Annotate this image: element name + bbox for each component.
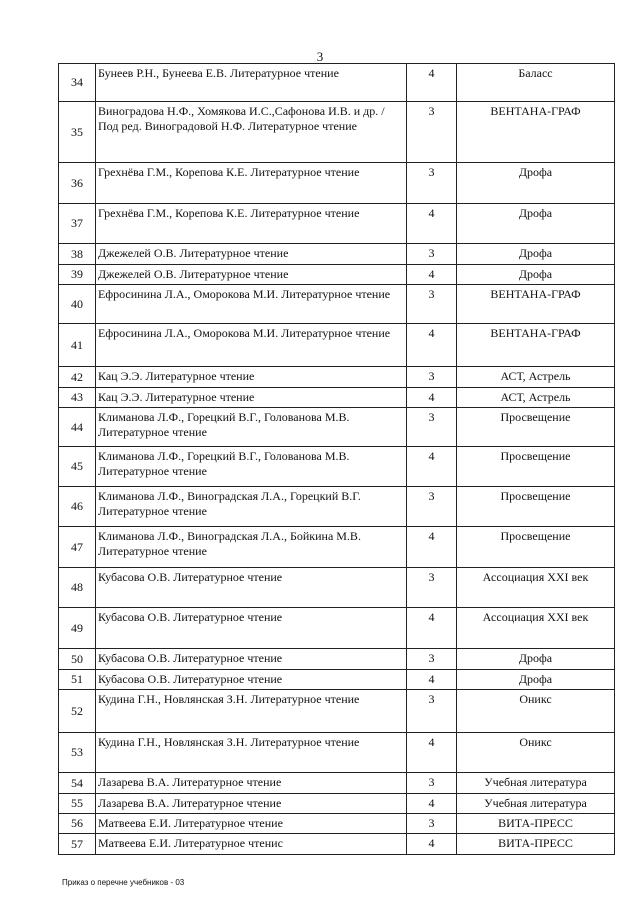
document-footer: Приказ о перечне учебников - 03 bbox=[62, 878, 185, 887]
page-number: 3 bbox=[316, 49, 324, 64]
textbook-title: Кудина Г.Н., Новлянская З.Н. Литературное чтение bbox=[96, 690, 407, 733]
textbook-title: Кац Э.Э. Литературное чтение bbox=[96, 388, 407, 408]
textbook-title: Матвеева Е.И. Литературное чтение bbox=[96, 814, 407, 834]
grade-cell: 3 bbox=[407, 568, 457, 608]
textbook-title: Кубасова О.В. Литературное чтение bbox=[96, 608, 407, 649]
table-row bbox=[59, 794, 615, 814]
grade-cell: 4 bbox=[407, 324, 457, 367]
row-number: 51 bbox=[59, 670, 96, 690]
table-row bbox=[59, 814, 615, 834]
publisher-cell: Баласс bbox=[457, 64, 615, 102]
textbook-title: Джежелей О.В. Литературное чтение bbox=[96, 244, 407, 265]
row-number: 47 bbox=[59, 527, 96, 568]
row-number: 44 bbox=[59, 408, 96, 447]
grade-cell: 4 bbox=[407, 608, 457, 649]
table-row bbox=[59, 527, 615, 568]
textbook-title: Климанова Л.Ф., Виноградская Л.А., Горецкий В.Г. Литературное чтение bbox=[96, 487, 407, 527]
table-row bbox=[59, 670, 615, 690]
row-number: 35 bbox=[59, 102, 96, 163]
row-number: 41 bbox=[59, 324, 96, 367]
grade-cell: 3 bbox=[407, 408, 457, 447]
textbook-title: Кубасова О.В. Литературное чтение bbox=[96, 568, 407, 608]
table-row bbox=[59, 608, 615, 649]
grade-cell: 3 bbox=[407, 649, 457, 670]
textbook-title: Ефросинина Л.А., Оморокова М.И. Литературное чтение bbox=[96, 324, 407, 367]
table-row bbox=[59, 733, 615, 773]
publisher-cell: ВЕНТАНА-ГРАФ bbox=[457, 102, 615, 163]
row-number: 56 bbox=[59, 814, 96, 834]
row-number: 46 bbox=[59, 487, 96, 527]
row-number: 54 bbox=[59, 773, 96, 794]
table-row bbox=[59, 408, 615, 447]
textbook-title: Лазарева В.А. Литературное чтение bbox=[96, 794, 407, 814]
textbook-title: Бунеев Р.Н., Бунеева Е.В. Литературное чтение bbox=[96, 64, 407, 102]
row-number: 39 bbox=[59, 265, 96, 285]
grade-cell: 4 bbox=[407, 834, 457, 855]
grade-cell: 4 bbox=[407, 64, 457, 102]
table-row bbox=[59, 324, 615, 367]
table-row bbox=[59, 649, 615, 670]
table-row bbox=[59, 447, 615, 487]
table-row bbox=[59, 568, 615, 608]
textbook-table bbox=[58, 63, 615, 855]
row-number: 52 bbox=[59, 690, 96, 733]
table-row bbox=[59, 204, 615, 244]
grade-cell: 3 bbox=[407, 244, 457, 265]
grade-cell: 3 bbox=[407, 102, 457, 163]
row-number: 40 bbox=[59, 285, 96, 324]
publisher-cell: Просвещение bbox=[457, 408, 615, 447]
textbook-title: Ефросинина Л.А., Оморокова М.И. Литературное чтение bbox=[96, 285, 407, 324]
row-number: 34 bbox=[59, 64, 96, 102]
textbook-title: Кубасова О.В. Литературное чтение bbox=[96, 670, 407, 690]
row-number: 55 bbox=[59, 794, 96, 814]
grade-cell: 3 bbox=[407, 163, 457, 204]
publisher-cell: Дрофа bbox=[457, 204, 615, 244]
textbook-title: Грехнёва Г.М., Корепова К.Е. Литературное чтение bbox=[96, 163, 407, 204]
grade-cell: 4 bbox=[407, 733, 457, 773]
textbook-title: Матвеева Е.И. Литературное чтенис bbox=[96, 834, 407, 855]
row-number: 43 bbox=[59, 388, 96, 408]
publisher-cell: Оникс bbox=[457, 690, 615, 733]
publisher-cell: Просвещение bbox=[457, 487, 615, 527]
table-row bbox=[59, 265, 615, 285]
publisher-cell: Просвещение bbox=[457, 527, 615, 568]
row-number: 45 bbox=[59, 447, 96, 487]
textbook-title: Климанова Л.Ф., Горецкий В.Г., Голованова М.В. Литературное чтение bbox=[96, 408, 407, 447]
grade-cell: 4 bbox=[407, 794, 457, 814]
textbook-title: Климанова Л.Ф., Виноградская Л.А., Бойкина М.В. Литературное чтение bbox=[96, 527, 407, 568]
publisher-cell: Дрофа bbox=[457, 163, 615, 204]
publisher-cell: Дрофа bbox=[457, 649, 615, 670]
table-row bbox=[59, 690, 615, 733]
grade-cell: 4 bbox=[407, 388, 457, 408]
publisher-cell: ВЕНТАНА-ГРАФ bbox=[457, 285, 615, 324]
publisher-cell: Учебная литература bbox=[457, 773, 615, 794]
table-row bbox=[59, 834, 615, 855]
grade-cell: 3 bbox=[407, 814, 457, 834]
textbook-title: Кац Э.Э. Литературное чтение bbox=[96, 367, 407, 388]
publisher-cell: АСТ, Астрель bbox=[457, 367, 615, 388]
grade-cell: 4 bbox=[407, 670, 457, 690]
grade-cell: 4 bbox=[407, 527, 457, 568]
textbook-title: Кубасова О.В. Литературное чтение bbox=[96, 649, 407, 670]
textbook-title: Кудина Г.Н., Новлянская З.Н. Литературное чтение bbox=[96, 733, 407, 773]
row-number: 42 bbox=[59, 367, 96, 388]
grade-cell: 3 bbox=[407, 285, 457, 324]
grade-cell: 4 bbox=[407, 265, 457, 285]
grade-cell: 3 bbox=[407, 487, 457, 527]
row-number: 50 bbox=[59, 649, 96, 670]
grade-cell: 3 bbox=[407, 773, 457, 794]
publisher-cell: Дрофа bbox=[457, 265, 615, 285]
grade-cell: 3 bbox=[407, 367, 457, 388]
table-row bbox=[59, 773, 615, 794]
row-number: 49 bbox=[59, 608, 96, 649]
publisher-cell: Дрофа bbox=[457, 670, 615, 690]
row-number: 53 bbox=[59, 733, 96, 773]
table-row bbox=[59, 163, 615, 204]
textbook-title: Джежелей О.В. Литературное чтение bbox=[96, 265, 407, 285]
row-number: 37 bbox=[59, 204, 96, 244]
publisher-cell: ВИТА-ПРЕСС bbox=[457, 834, 615, 855]
table-row bbox=[59, 102, 615, 163]
publisher-cell: Ассоциация XXI век bbox=[457, 608, 615, 649]
publisher-cell: Учебная литература bbox=[457, 794, 615, 814]
grade-cell: 4 bbox=[407, 204, 457, 244]
publisher-cell: ВЕНТАНА-ГРАФ bbox=[457, 324, 615, 367]
table-row bbox=[59, 388, 615, 408]
grade-cell: 3 bbox=[407, 690, 457, 733]
textbook-title: Лазарева В.А. Литературное чтение bbox=[96, 773, 407, 794]
row-number: 38 bbox=[59, 244, 96, 265]
publisher-cell: Оникс bbox=[457, 733, 615, 773]
textbook-title: Виноградова Н.Ф., Хомякова И.С.,Сафонова И.В. и др. / Под ред. Виноградовой Н.Ф. Литературное чтение bbox=[96, 102, 407, 163]
table-row bbox=[59, 64, 615, 102]
row-number: 36 bbox=[59, 163, 96, 204]
table-row bbox=[59, 367, 615, 388]
table-row bbox=[59, 244, 615, 265]
textbook-title: Грехнёва Г.М., Корепова К.Е. Литературное чтение bbox=[96, 204, 407, 244]
textbook-title: Климанова Л.Ф., Горецкий В.Г., Голованова М.В. Литературное чтение bbox=[96, 447, 407, 487]
publisher-cell: Ассоциация XXI век bbox=[457, 568, 615, 608]
grade-cell: 4 bbox=[407, 447, 457, 487]
publisher-cell: АСТ, Астрель bbox=[457, 388, 615, 408]
table-row bbox=[59, 285, 615, 324]
row-number: 48 bbox=[59, 568, 96, 608]
table-row bbox=[59, 487, 615, 527]
row-number: 57 bbox=[59, 834, 96, 855]
publisher-cell: ВИТА-ПРЕСС bbox=[457, 814, 615, 834]
publisher-cell: Дрофа bbox=[457, 244, 615, 265]
publisher-cell: Просвещение bbox=[457, 447, 615, 487]
